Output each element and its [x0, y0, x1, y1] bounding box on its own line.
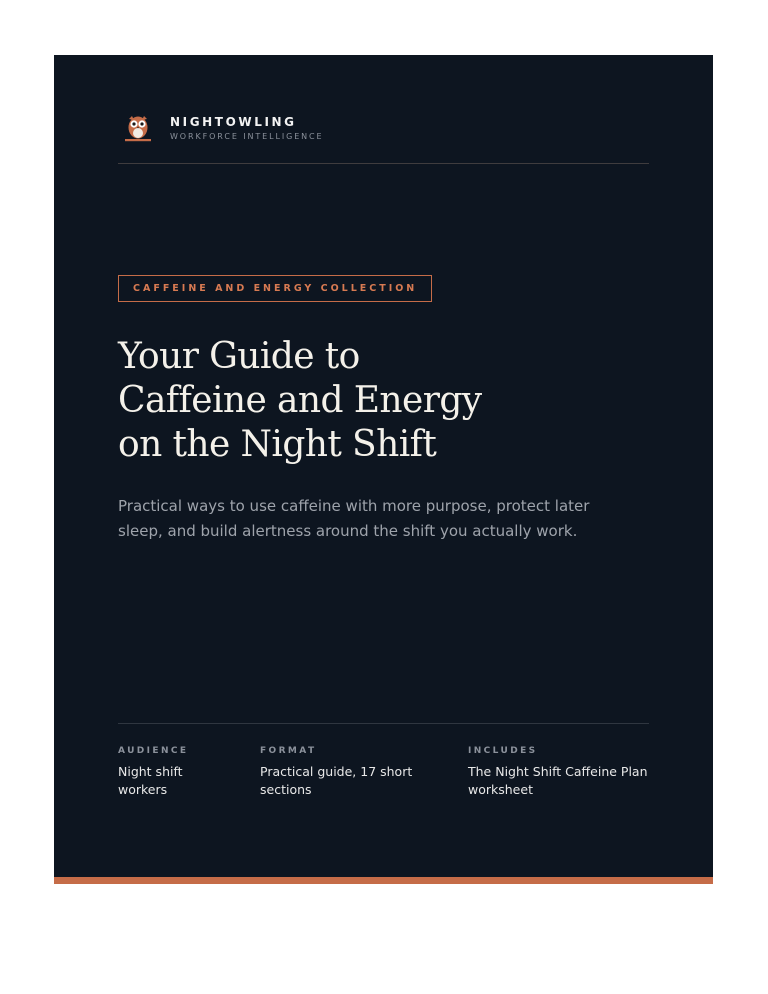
meta-value-line: sections — [260, 782, 312, 797]
title-line: on the Night Shift — [118, 424, 437, 465]
title-line: Caffeine and Energy — [118, 380, 482, 421]
brand-text — [170, 115, 324, 142]
cover-page — [54, 55, 713, 877]
meta-value-line: Night shift — [118, 764, 183, 779]
meta-format — [260, 745, 412, 799]
meta-includes — [468, 745, 648, 799]
collection-badge — [118, 275, 432, 302]
document-title — [118, 335, 638, 467]
meta-label: AUDIENCE — [118, 746, 189, 756]
meta-label: INCLUDES — [468, 746, 538, 756]
meta-audience — [118, 745, 188, 799]
brand-header — [122, 112, 324, 144]
subtitle-line: sleep, and build alertness around the shift you actually work. — [118, 522, 578, 540]
header-divider — [118, 163, 649, 164]
meta-value — [118, 763, 188, 799]
meta-divider — [118, 723, 649, 724]
subtitle-line: Practical ways to use caffeine with more purpose, protect later — [118, 497, 590, 515]
owl-icon — [122, 112, 154, 144]
meta-value-line: Practical guide, 17 short — [260, 764, 413, 779]
title-line: Your Guide to — [118, 336, 360, 377]
meta-value-line: The Night Shift Caffeine Plan — [468, 764, 648, 779]
document-subtitle — [118, 494, 588, 544]
meta-value-line: worksheet — [468, 782, 533, 797]
meta-value-line: workers — [118, 782, 168, 797]
brand-tagline: WORKFORCE INTELLIGENCE — [170, 131, 324, 141]
meta-label: FORMAT — [260, 746, 317, 756]
accent-strip — [54, 877, 713, 884]
collection-badge-label: CAFFEINE AND ENERGY COLLECTION — [133, 283, 418, 294]
meta-value — [468, 763, 648, 799]
brand-name: NIGHTOWLING — [170, 114, 297, 129]
meta-value — [260, 763, 412, 799]
